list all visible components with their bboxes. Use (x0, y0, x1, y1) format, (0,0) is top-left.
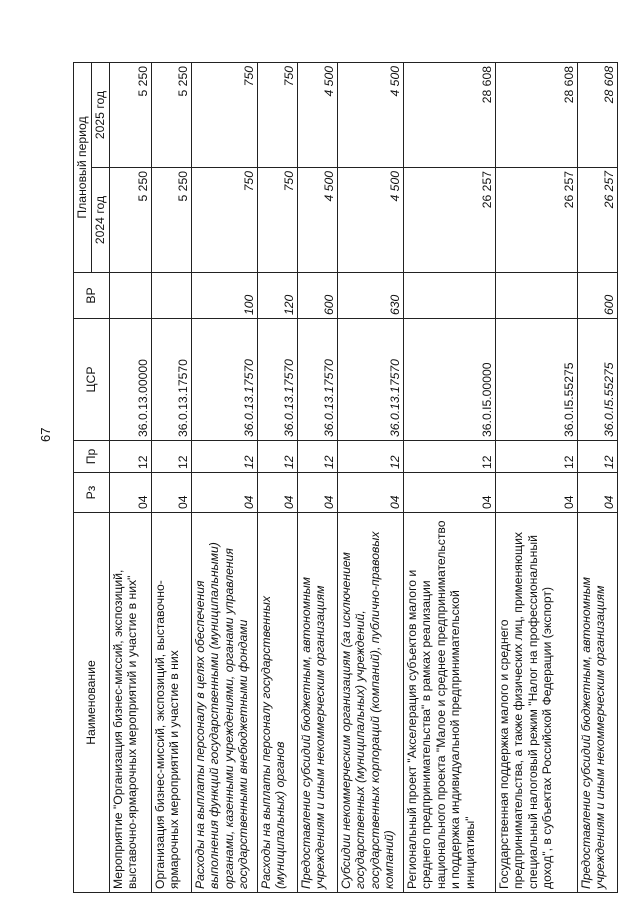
row-csr-cell: 36.0.13.00000 (110, 319, 152, 441)
row-2024-cell: 750 (258, 168, 298, 273)
rotated-table-container (73, 63, 616, 893)
row-vr-cell: 120 (258, 273, 298, 319)
row-vr-cell (152, 273, 192, 319)
row-pr-cell: 12 (258, 441, 298, 473)
row-name-cell: Расходы на выплаты персоналу государственных (муниципальных) органов (258, 513, 298, 893)
row-2024-cell: 4 500 (298, 168, 338, 273)
row-rz-cell: 04 (152, 473, 192, 513)
row-2024-cell: 750 (192, 168, 258, 273)
row-2024-cell: 26 257 (404, 168, 496, 273)
row-name-cell: Государственная поддержка малого и среднего предпринимательства, а также физических лиц, применяющих специальный налоговый режим "Налог на профессиональный доход", в субъектах Российской Федерации (экспорт) (496, 513, 578, 893)
row-vr-cell: 600 (578, 273, 618, 319)
row-csr-cell: 36.0.13.17570 (258, 319, 298, 441)
row-2024-cell: 26 257 (578, 168, 618, 273)
row-2025-cell: 5 250 (152, 62, 192, 167)
row-2024-cell: 4 500 (338, 168, 404, 273)
row-rz-cell: 04 (110, 473, 152, 513)
row-csr-cell: 36.0.I5.55275 (578, 319, 618, 441)
table-row (404, 62, 496, 892)
row-pr-cell: 12 (298, 441, 338, 473)
row-2025-cell: 4 500 (338, 62, 404, 167)
page-number: 67 (38, 427, 53, 442)
header-rz: Рз (74, 473, 110, 513)
row-name-cell: Организация бизнес-миссий, экспозиций, выставочно-ярмарочных мероприятий и участие в них (152, 513, 192, 893)
row-vr-cell: 600 (298, 273, 338, 319)
row-pr-cell: 12 (152, 441, 192, 473)
row-vr-cell: 100 (192, 273, 258, 319)
table-row (298, 62, 338, 892)
row-csr-cell: 36.0.13.17570 (192, 319, 258, 441)
row-rz-cell: 04 (338, 473, 404, 513)
table-body (110, 62, 618, 892)
table-row (496, 62, 578, 892)
table-row (110, 62, 152, 892)
row-pr-cell: 12 (578, 441, 618, 473)
row-rz-cell: 04 (496, 473, 578, 513)
header-csr: ЦСР (74, 319, 110, 441)
row-name-cell: Расходы на выплаты персоналу в целях обеспечения выполнения функций государственными (муниципальными) органами, казенными учреждениями, органами управления государственными внебюджетными фондами (192, 513, 258, 893)
row-2024-cell: 5 250 (152, 168, 192, 273)
table-row (338, 62, 404, 892)
row-2025-cell: 28 608 (578, 62, 618, 167)
header-2025: 2025 год (92, 62, 110, 167)
row-csr-cell: 36.0.I5.55275 (496, 319, 578, 441)
row-vr-cell (404, 273, 496, 319)
row-csr-cell: 36.0.I5.00000 (404, 319, 496, 441)
row-2025-cell: 28 608 (404, 62, 496, 167)
row-2024-cell: 5 250 (110, 168, 152, 273)
row-pr-cell: 12 (338, 441, 404, 473)
row-rz-cell: 04 (298, 473, 338, 513)
row-name-cell: Мероприятие "Организация бизнес-миссий, экспозиций, выставочно-ярмарочных мероприятий и участие в них" (110, 513, 152, 893)
header-name: Наименование (74, 513, 110, 893)
row-csr-cell: 36.0.13.17570 (298, 319, 338, 441)
row-rz-cell: 04 (192, 473, 258, 513)
row-pr-cell: 12 (110, 441, 152, 473)
row-name-cell: Предоставление субсидий бюджетным, автономным учреждениям и иным некоммерческим организациям (578, 513, 618, 893)
row-csr-cell: 36.0.13.17570 (152, 319, 192, 441)
header-2024: 2024 год (92, 168, 110, 273)
row-2025-cell: 750 (192, 62, 258, 167)
header-pr: Пр (74, 441, 110, 473)
row-name-cell: Предоставление субсидий бюджетным, автономным учреждениям и иным некоммерческим организациям (298, 513, 338, 893)
table-row (258, 62, 298, 892)
row-csr-cell: 36.0.13.17570 (338, 319, 404, 441)
row-name-cell: Региональный проект "Акселерация субъектов малого и среднего предпринимательства" в рамках реализации национального проекта "Малое и среднее предпринимательство и поддержка индивидуальной предпринимательской инициативы" (404, 513, 496, 893)
header-vr: ВР (74, 273, 110, 319)
budget-table (73, 62, 618, 893)
row-pr-cell: 12 (404, 441, 496, 473)
header-plan-period: Плановый период (74, 62, 92, 272)
row-2025-cell: 28 608 (496, 62, 578, 167)
row-2025-cell: 4 500 (298, 62, 338, 167)
table-row (152, 62, 192, 892)
row-name-cell: Субсидии некоммерческим организациям (за исключением государственных (муниципальных) учреждений, государственных корпораций (компаний), публично-правовых компаний) (338, 513, 404, 893)
table-row (192, 62, 258, 892)
row-rz-cell: 04 (404, 473, 496, 513)
table-row (578, 62, 618, 892)
row-2025-cell: 750 (258, 62, 298, 167)
row-vr-cell (496, 273, 578, 319)
row-rz-cell: 04 (258, 473, 298, 513)
row-rz-cell: 04 (578, 473, 618, 513)
row-2025-cell: 5 250 (110, 62, 152, 167)
row-pr-cell: 12 (496, 441, 578, 473)
row-vr-cell: 630 (338, 273, 404, 319)
row-pr-cell: 12 (192, 441, 258, 473)
row-vr-cell (110, 273, 152, 319)
row-2024-cell: 26 257 (496, 168, 578, 273)
